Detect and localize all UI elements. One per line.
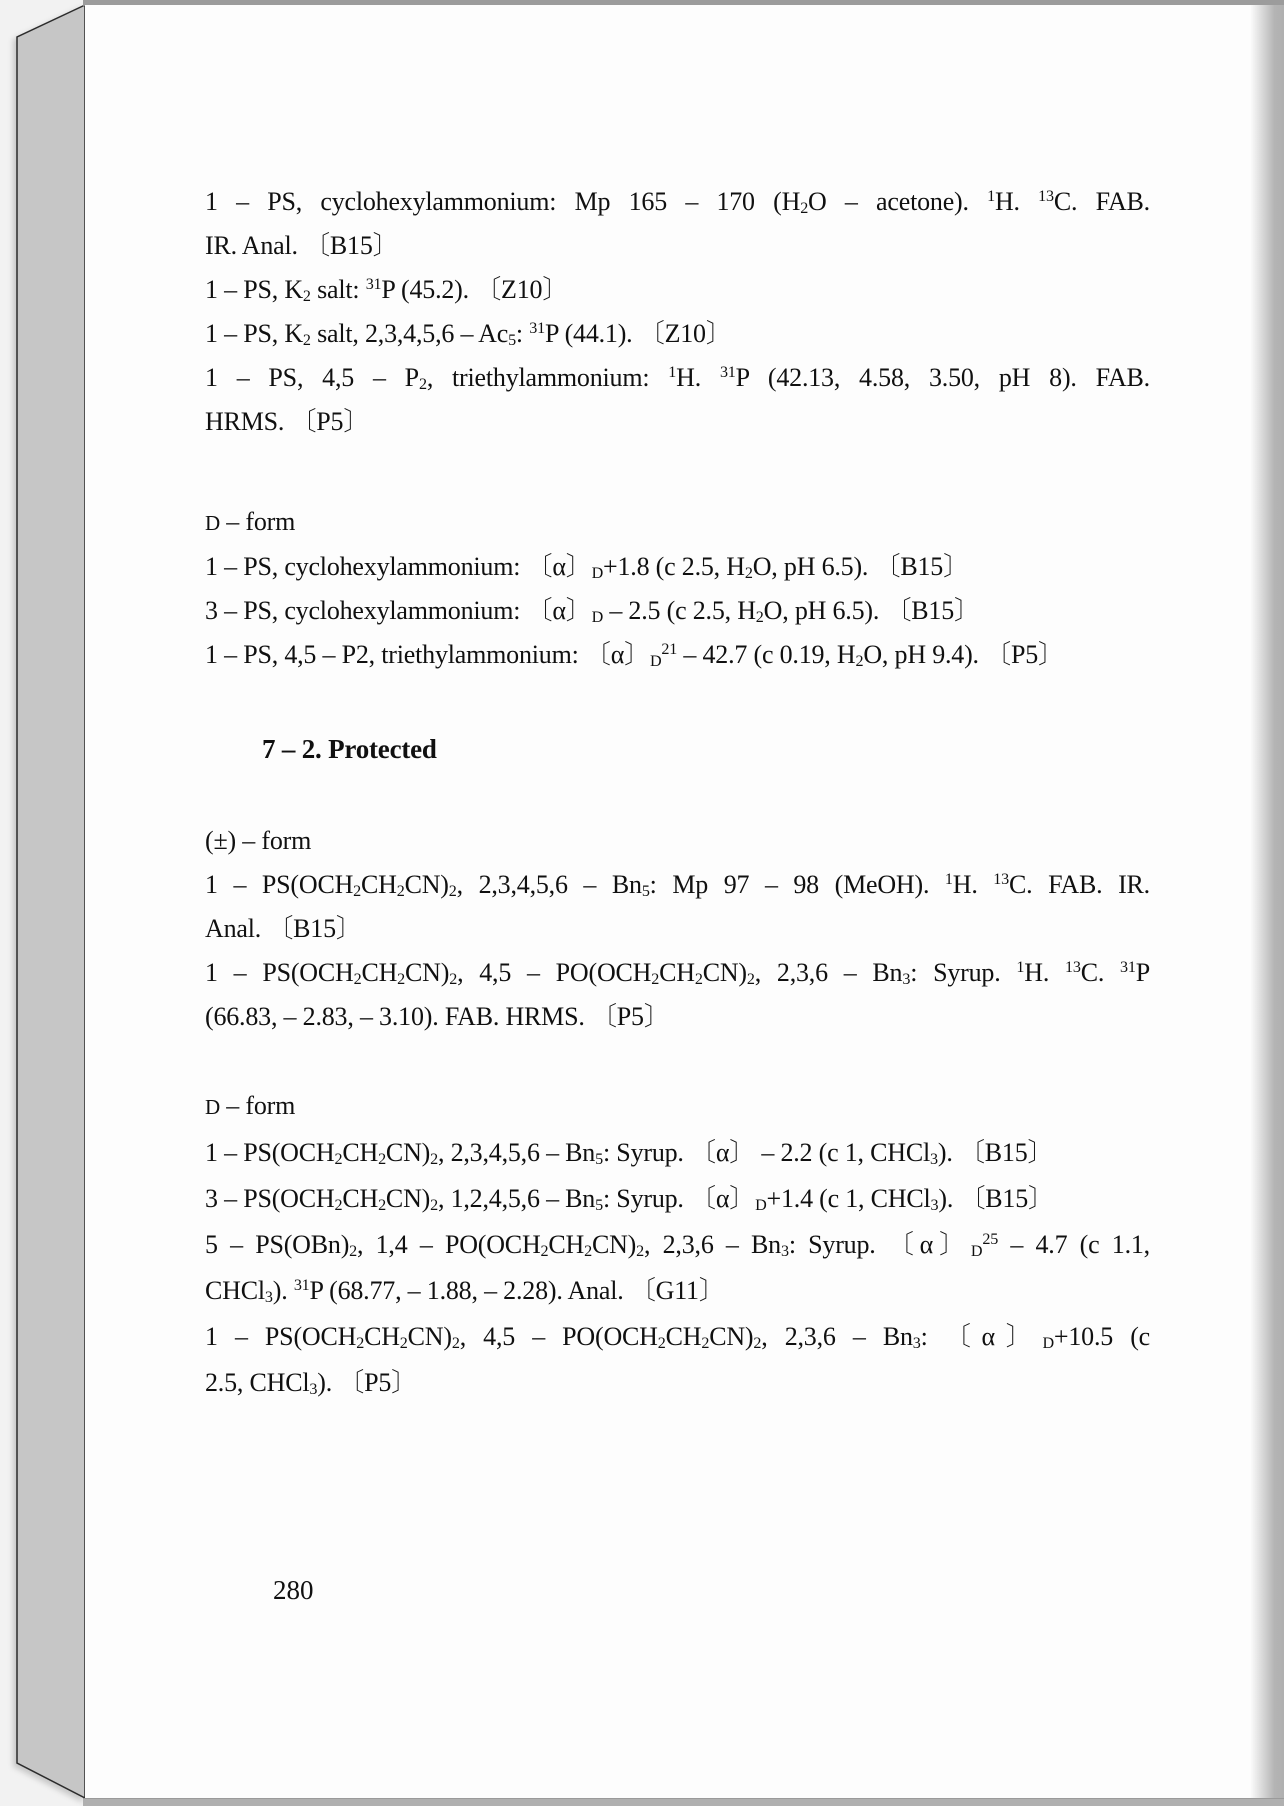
text-line: 1 – PS, $4,5 - P_2$, triethylammonium: $^1$H. $^{31}$P (42.13, 4.58, 3.50, pH 8). FAB. [205, 363, 1150, 393]
text-column [205, 180, 1150, 1406]
text-line: $1 - PS(OCH_2CH_2CN)_2$, $2,3,4,5,6 - Bn_5$: Mp 97 – 98 (MeOH). $^1$H. $^{13}$C. FAB. IR. [205, 870, 1150, 900]
text-line: $5 - PS(OBn)_2$, $1,4 - PO(OCH_2CH_2CN)_2$, $2,3,6 - Bn_3$: Syrup. 〔α〕$_D^{25}$ – 4.7 (c 1.1, [205, 1230, 1150, 1260]
section-heading [205, 727, 1150, 771]
text-line: 1 – PS, 4,5 – P2, triethylammonium: 〔α〕$_D^{21}$ – 42.7 (c 0.19, $H_2O$, pH 9.4). 〔P5〕 [205, 640, 1064, 670]
text-line: Anal. 〔B15〕 [205, 914, 362, 943]
text-line: $1 - PS(OCH_2CH_2CN)_2$, $4,5 - PO(OCH_2CH_2CN)_2$, $2,3,6 - Bn_3$: 〔α〕$_D$+10.5 (c [205, 1322, 1150, 1352]
entry-block [205, 500, 1150, 677]
book-page-surface [85, 5, 1284, 1798]
text-line: 1 – PS, cyclohexylammonium: 〔α〕$_D$+1.8 (c 2.5, $H_2O$, pH 6.5). 〔B15〕 [205, 552, 969, 582]
text-line: 1 – PS, $K_2$ salt: $^{31}$P (45.2). 〔Z10〕 [205, 275, 569, 305]
page-stack-edge [17, 5, 85, 1798]
text-line: D – form [205, 507, 296, 536]
text-line: $3 - PS(OCH_2CH_2CN)_2$, $1,2,4,5,6 - Bn_5$: Syrup. 〔α〕$_D$+1.4 (c 1, CHCl$_3$). 〔B15〕 [205, 1184, 1054, 1214]
text-line: 3 – PS, cyclohexylammonium: 〔α〕$_D$ – 2.5 (c 2.5, $H_2O$, pH 6.5). 〔B15〕 [205, 596, 980, 626]
page-curl-shadow [1250, 5, 1284, 1798]
page-number: 280 [273, 1575, 314, 1605]
entry-block [205, 1083, 1150, 1406]
text-line: 2.5, CHCl$_3$). 〔P5〕 [205, 1368, 417, 1398]
text-line: 7 – 2. Protected [262, 734, 437, 764]
book-bottom-edge [83, 1798, 1284, 1806]
entry-block [205, 180, 1150, 444]
entry-block [205, 819, 1150, 1039]
text-line: D – form [205, 1091, 296, 1120]
text-line: $1 - PS(OCH_2CH_2CN)_2$, $4,5 - PO(OCH_2CH_2CN)_2$, $2,3,6 - Bn_3$: Syrup. $^1$H. $^{13}$C. $^{31}$P [205, 958, 1150, 988]
text-line: CHCl$_3$). $^{31}$P (68.77, – 1.88, – 2.28). Anal. 〔G11〕 [205, 1276, 725, 1306]
text-line: 1 – PS, cyclohexylammonium: Mp 165 – 170 ($H_2O$ – acetone). $^1$H. $^{13}$C. FAB. [205, 187, 1150, 217]
text-line: IR. Anal. 〔B15〕 [205, 231, 399, 260]
text-line: 1 – PS, $K_2$ salt, $2,3,4,5,6 - Ac_5$: $^{31}$P (44.1). 〔Z10〕 [205, 319, 732, 349]
text-line: $1 - PS(OCH_2CH_2CN)_2$, $2,3,4,5,6 - Bn_5$: Syrup. 〔α〕 – 2.2 (c 1, CHCl$_3$). 〔B15〕 [205, 1138, 1054, 1168]
text-line: HRMS. 〔P5〕 [205, 407, 370, 436]
text-line: (±) – form [205, 826, 312, 855]
text-line: (66.83, – 2.83, – 3.10). FAB. HRMS. 〔P5〕 [205, 1002, 670, 1031]
